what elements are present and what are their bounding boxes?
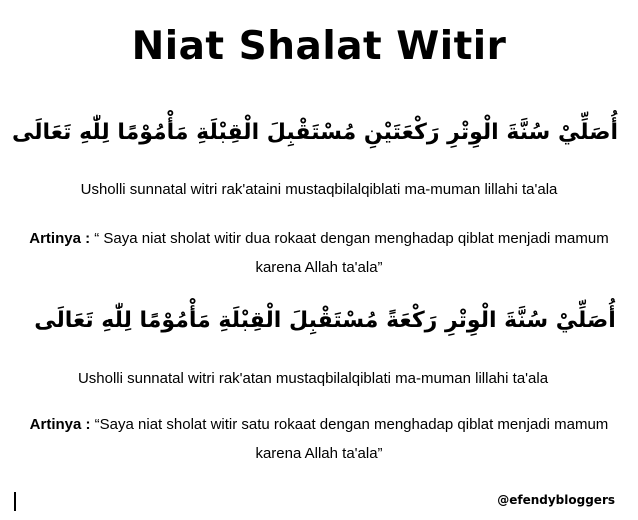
watermark: @efendybloggers xyxy=(497,493,615,507)
meaning-label: Artinya : xyxy=(29,416,91,433)
latin-transliteration-two-rakaat: Usholli sunnatal witri rak'ataini mustaqbilalqiblati ma-muman lillahi ta'ala xyxy=(80,181,558,198)
latin-transliteration-one-rakaat: Usholli sunnatal witri rak'atan mustaqbilalqiblati ma-muman lillahi ta'ala xyxy=(77,370,549,387)
meaning-label: Artinya : xyxy=(29,230,91,247)
meaning-paragraph-two-rakaat xyxy=(16,224,622,282)
arabic-niat-two-rakaat: أُصَلِّيْ سُنَّةَ الْوِتْرِ رَكْعَتَيْنِ مُسْتَقْبِلَ الْقِبْلَةِ مَأْمُوْمًا لِلّٰهِ تَعَالَى xyxy=(11,120,619,145)
meaning-text: “ Saya niat sholat witir dua rokaat dengan menghadap qiblat menjadi mamum karena Allah ta'ala” xyxy=(90,230,609,276)
meaning-text: “Saya niat sholat witir satu rokaat dengan menghadap qiblat menjadi mamum karena Allah ta'ala” xyxy=(90,416,609,462)
arabic-niat-one-rakaat: أُصَلِّيْ سُنَّةَ الْوِتْرِ رَكْعَةً مُسْتَقْبِلَ الْقِبْلَةِ مَأْمُوْمًا لِلّٰهِ تَعَالَى xyxy=(34,308,616,333)
text-cursor xyxy=(14,492,16,511)
page-title: Niat Shalat Witir xyxy=(131,24,507,69)
meaning-paragraph-one-rakaat xyxy=(16,410,622,468)
